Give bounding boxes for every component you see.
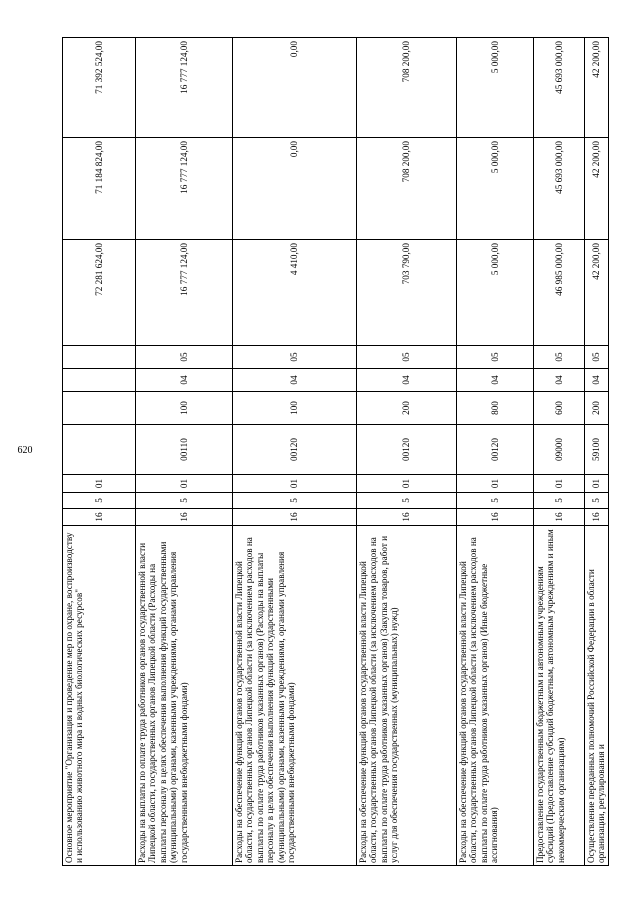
rotated-table-area [62, 38, 607, 866]
amount-year1: 16 777 124,00 [136, 240, 233, 346]
budget-table [62, 37, 609, 866]
code-direction [63, 425, 136, 475]
amount-year3: 708 200,00 [357, 38, 457, 138]
code-vr: 800 [457, 392, 534, 425]
code-pp: 5 [457, 493, 534, 509]
code-om: 01 [357, 475, 457, 493]
code-gp: 16 [63, 509, 136, 526]
table-row [457, 38, 534, 866]
amount-year1: 72 281 624,00 [63, 240, 136, 346]
row-name: Осуществление переданных полномочий Российской Федерации в области организации, регулирования и [585, 526, 609, 866]
amount-year3: 71 392 524,00 [63, 38, 136, 138]
code-section: 04 [233, 369, 357, 392]
code-subsection: 05 [357, 346, 457, 369]
code-vr: 100 [136, 392, 233, 425]
code-subsection: 05 [136, 346, 233, 369]
page-number: 620 [17, 445, 33, 456]
table-row [585, 38, 609, 866]
code-vr [63, 392, 136, 425]
table-row [233, 38, 357, 866]
amount-year1: 42 200,00 [585, 240, 609, 346]
code-direction: 09000 [534, 425, 585, 475]
code-gp: 16 [233, 509, 357, 526]
code-om: 01 [534, 475, 585, 493]
code-om: 01 [136, 475, 233, 493]
code-vr: 600 [534, 392, 585, 425]
code-direction: 00120 [457, 425, 534, 475]
code-section: 04 [585, 369, 609, 392]
code-pp: 5 [585, 493, 609, 509]
table-row [534, 38, 585, 866]
amount-year1: 5 000,00 [457, 240, 534, 346]
amount-year1: 703 790,00 [357, 240, 457, 346]
code-vr: 200 [357, 392, 457, 425]
code-pp: 5 [233, 493, 357, 509]
row-name: Основное мероприятие "Организация и проведение мер по охране, воспроизводству и использованию животного мира и водных биологических ресурсов" [63, 526, 136, 866]
code-subsection: 05 [233, 346, 357, 369]
amount-year1: 46 985 000,00 [534, 240, 585, 346]
amount-year2: 0,00 [233, 138, 357, 240]
code-pp: 5 [136, 493, 233, 509]
code-section [63, 369, 136, 392]
code-om: 01 [457, 475, 534, 493]
amount-year3: 0,00 [233, 38, 357, 138]
row-name: Расходы на обеспечение функций органов государственной власти Липецкой области, государственных органов Липецкой области (за исключением расходов на выплаты по оплате труда работников указанных органов) (Иные бюджетные ассигнования) [457, 526, 534, 866]
row-name: Предоставление государственным бюджетным и автономным учреждениям субсидий (Предоставление субсидий бюджетным, автономным учреждениям и иным некоммерческим организациям) [534, 526, 585, 866]
code-gp: 16 [534, 509, 585, 526]
row-name: Расходы на обеспечение функций органов государственной власти Липецкой области, государственных органов Липецкой области (за исключением расходов на выплаты по оплате труда работников указанных органов) (Расходы на выплаты персоналу в целях обеспечения выполнения функций государственными (муниципальными) органами, казенными учреждениями, органами управления государственными внебюджетными фондами) [233, 526, 357, 866]
code-gp: 16 [357, 509, 457, 526]
amount-year3: 16 777 124,00 [136, 38, 233, 138]
code-pp: 5 [63, 493, 136, 509]
amount-year3: 5 000,00 [457, 38, 534, 138]
code-section: 04 [136, 369, 233, 392]
code-section: 04 [534, 369, 585, 392]
amount-year2: 45 693 000,00 [534, 138, 585, 240]
code-pp: 5 [357, 493, 457, 509]
code-section: 04 [357, 369, 457, 392]
code-direction: 59100 [585, 425, 609, 475]
code-om: 01 [233, 475, 357, 493]
code-direction: 00120 [357, 425, 457, 475]
amount-year2: 5 000,00 [457, 138, 534, 240]
code-vr: 100 [233, 392, 357, 425]
code-direction: 00120 [233, 425, 357, 475]
code-gp: 16 [136, 509, 233, 526]
table-row [136, 38, 233, 866]
amount-year1: 4 410,00 [233, 240, 357, 346]
code-section: 04 [457, 369, 534, 392]
code-vr: 200 [585, 392, 609, 425]
code-gp: 16 [585, 509, 609, 526]
amount-year3: 42 200,00 [585, 38, 609, 138]
code-subsection: 05 [534, 346, 585, 369]
code-om: 01 [63, 475, 136, 493]
code-om: 01 [585, 475, 609, 493]
row-name: Расходы на выплаты по оплате труда работников органов государственной власти Липецкой области, государственных органов Липецкой области (Расходы на выплаты персоналу в целях обеспечения выполнения функций государственными (муниципальными) органами, казенными учреждениями, органами управления государственными внебюджетными фондами) [136, 526, 233, 866]
code-gp: 16 [457, 509, 534, 526]
amount-year2: 708 200,00 [357, 138, 457, 240]
amount-year3: 45 693 000,00 [534, 38, 585, 138]
table-row [63, 38, 136, 866]
code-subsection: 05 [457, 346, 534, 369]
amount-year2: 42 200,00 [585, 138, 609, 240]
code-subsection: 05 [585, 346, 609, 369]
table-row [357, 38, 457, 866]
amount-year2: 71 184 824,00 [63, 138, 136, 240]
code-pp: 5 [534, 493, 585, 509]
amount-year2: 16 777 124,00 [136, 138, 233, 240]
row-name: Расходы на обеспечение функций органов государственной власти Липецкой области, государственных органов Липецкой области (за исключением расходов на выплаты по оплате труда работников указанных органов) (Закупка товаров, работ и услуг для обеспечения государственных (муниципальных) нужд) [357, 526, 457, 866]
code-subsection [63, 346, 136, 369]
code-direction: 00110 [136, 425, 233, 475]
